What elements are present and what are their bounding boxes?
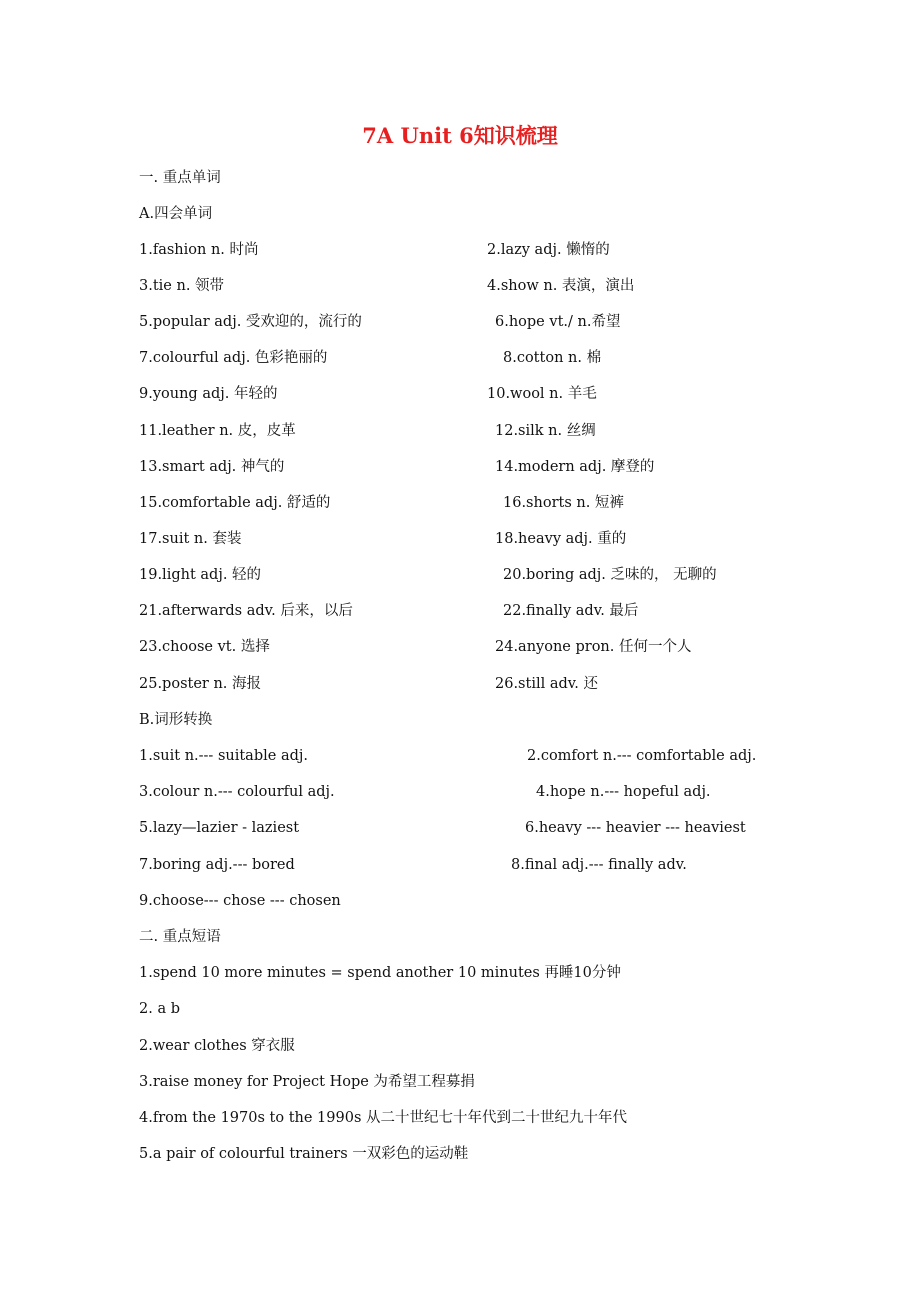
- word-form-item: 2.comfort n.--- comfortable adj.: [527, 748, 757, 764]
- subsection-heading-word-forms: B.词形转换: [139, 712, 213, 728]
- vocab-item: 22.finally adv. 最后: [503, 603, 639, 619]
- section-heading-key-phrases: 二. 重点短语: [139, 929, 221, 945]
- vocab-item: 23.choose vt. 选择: [139, 639, 270, 655]
- vocab-item: 1.fashion n. 时尚: [139, 242, 259, 258]
- vocab-item: 11.leather n. 皮，皮革: [139, 423, 296, 439]
- vocab-item: 8.cotton n. 棉: [503, 350, 602, 366]
- vocab-item: 17.suit n. 套装: [139, 531, 242, 547]
- vocab-item: 13.smart adj. 神气的: [139, 459, 285, 475]
- vocab-item: 19.light adj. 轻的: [139, 567, 262, 583]
- vocab-item: 7.colourful adj. 色彩艳丽的: [139, 350, 328, 366]
- vocab-item: 10.wool n. 羊毛: [487, 386, 597, 402]
- vocab-item: 5.popular adj. 受欢迎的，流行的: [139, 314, 362, 330]
- vocab-item: 24.anyone pron. 任何一个人: [495, 639, 692, 655]
- vocab-item: 20.boring adj. 乏味的， 无聊的: [503, 567, 717, 583]
- word-form-item: 6.heavy --- heavier --- heaviest: [525, 820, 746, 836]
- vocab-item: 16.shorts n. 短裤: [503, 495, 624, 511]
- phrase-item: 2.wear clothes 穿衣服: [139, 1038, 295, 1054]
- phrase-item: 3.raise money for Project Hope 为希望工程募捐: [139, 1074, 475, 1090]
- subsection-heading-vocabulary: A.四会单词: [139, 206, 213, 222]
- vocab-item: 3.tie n. 领带: [139, 278, 225, 294]
- phrase-item: 1.spend 10 more minutes = spend another 10 minutes 再睡10分钟: [139, 965, 621, 981]
- word-form-item: 8.final adj.--- finally adv.: [511, 857, 687, 873]
- word-form-item: 1.suit n.--- suitable adj.: [139, 748, 308, 764]
- word-form-item: 4.hope n.--- hopeful adj.: [536, 784, 711, 800]
- vocab-item: 18.heavy adj. 重的: [495, 531, 627, 547]
- vocab-item: 9.young adj. 年轻的: [139, 386, 278, 402]
- vocab-item: 14.modern adj. 摩登的: [495, 459, 655, 475]
- phrase-item: 5.a pair of colourful trainers 一双彩色的运动鞋: [139, 1146, 469, 1162]
- vocab-item: 26.still adv. 还: [495, 676, 598, 692]
- section-heading-key-words: 一. 重点单词: [139, 170, 221, 186]
- word-form-item: 7.boring adj.--- bored: [139, 857, 295, 873]
- vocab-item: 25.poster n. 海报: [139, 676, 262, 692]
- vocab-item: 6.hope vt./ n.希望: [495, 314, 621, 330]
- vocab-item: 21.afterwards adv. 后来，以后: [139, 603, 353, 619]
- word-form-item: 9.choose--- chose --- chosen: [139, 893, 341, 909]
- vocab-item: 12.silk n. 丝绸: [495, 423, 596, 439]
- phrase-item: 2. a b: [139, 1001, 180, 1017]
- phrase-item: 4.from the 1970s to the 1990s 从二十世纪七十年代到二十世纪九十年代: [139, 1110, 627, 1126]
- word-form-item: 3.colour n.--- colourful adj.: [139, 784, 335, 800]
- vocab-item: 15.comfortable adj. 舒适的: [139, 495, 331, 511]
- page-title: 7A Unit 6知识梳理: [362, 123, 558, 148]
- word-form-item: 5.lazy—lazier - laziest: [139, 820, 300, 836]
- vocab-item: 4.show n. 表演，演出: [487, 278, 635, 294]
- vocab-item: 2.lazy adj. 懒惰的: [487, 242, 610, 258]
